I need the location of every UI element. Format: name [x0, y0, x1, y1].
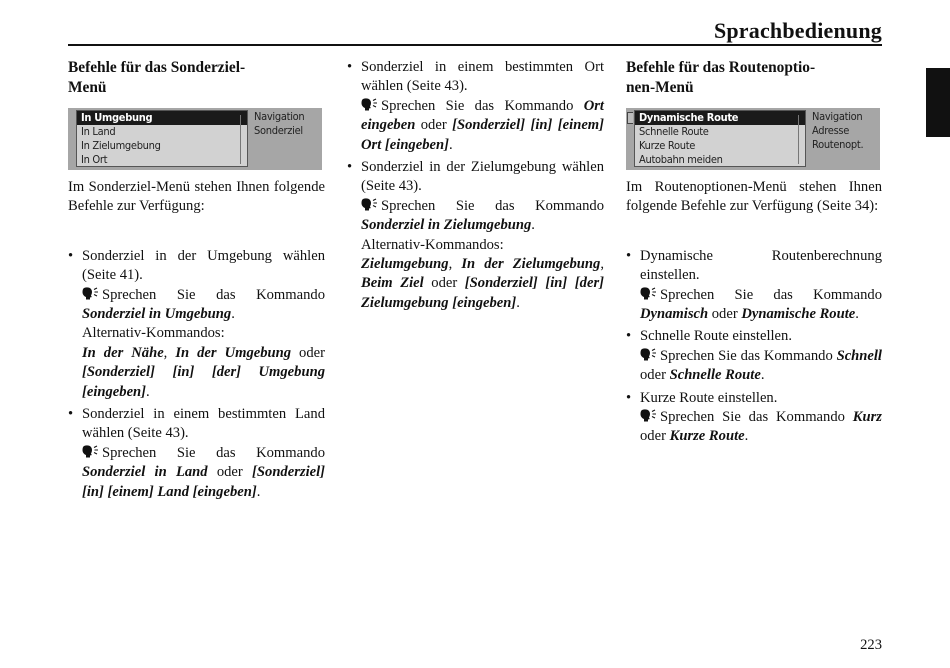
- voice-command: [Sonderziel] [in] [einem] Land [eingeben]: [82, 464, 326, 500]
- speak-icon: [82, 287, 99, 300]
- side-label: Navigation: [812, 110, 863, 123]
- intro-text: Im Routenoptionen-Menü stehen Ihnen folgende Befehle zur Verfügung (Seite 34):: [626, 179, 882, 215]
- menu-item: Dynamische Route: [635, 111, 805, 125]
- command-list: [626, 247, 882, 447]
- voice-command: Dynamisch: [640, 306, 709, 323]
- voice-command: In der Nähe: [82, 344, 164, 361]
- voice-command: Sonderziel in Umgebung: [82, 306, 232, 323]
- side-label: Navigation: [254, 110, 305, 123]
- menu-item: Autobahn meiden: [639, 153, 723, 166]
- intro-text: Im Sonderziel-Menü stehen Ihnen folgende Befehle zur Verfügung:: [68, 179, 325, 215]
- voice-command: Kurz: [852, 409, 882, 426]
- list-item: • Sonderziel in der Umgebung wählen (Seite 41). Sprechen Sie das Kommando Sonderziel in Umgebung. Alternativ-Kommandos: In der Nähe, In der Umgebung oder [Sonderziel] [in] [der] Umgebung [eingeben].: [68, 247, 325, 402]
- menu-item: In Ort: [81, 153, 108, 166]
- command-list: [68, 247, 325, 502]
- speak-icon: [361, 198, 378, 211]
- sonderziel-menu-list: [76, 110, 248, 167]
- section-heading-sonderziel: Befehle für das Sonderziel- Menü: [68, 59, 246, 96]
- command-list: [347, 58, 604, 313]
- column-sonderziel: [68, 58, 325, 505]
- list-item: • Sonderziel in der Zielumgebung wählen (Seite 43). Sprechen Sie das Kommando Sonderziel in Zielumgebung. Alternativ-Kommandos: Zielumgebung, In der Zielumgebung, Beim Ziel oder [Sonderziel] [in] [der] Zielumgebung [eingeben].: [347, 158, 604, 313]
- sonderziel-menu-display: [68, 108, 322, 170]
- voice-command: In der Zielumgebung: [461, 256, 601, 273]
- section-heading-routenoptionen: Befehle für das Routenoptio- nen-Menü: [626, 59, 816, 96]
- speak-icon: [361, 98, 378, 111]
- routenoptionen-menu-display: [626, 108, 880, 170]
- voice-command: [Sonderziel] [in] [einem] Ort [eingeben]: [361, 117, 605, 153]
- display-side-labels: [812, 110, 863, 152]
- voice-command: Sonderziel in Land: [82, 464, 208, 481]
- column-routenoptionen: [626, 58, 882, 450]
- voice-command: Beim Ziel: [361, 275, 424, 292]
- header-rule: [68, 44, 882, 46]
- menu-item: In Zielumgebung: [81, 139, 161, 152]
- list-item: • Dynamische Routenberechnung einstellen. Sprechen Sie das Kommando Dynamisch oder Dynamische Route.: [626, 247, 882, 325]
- voice-command: In der Umgebung: [175, 344, 292, 361]
- display-left-marker: [627, 112, 633, 124]
- page-number: 223: [860, 637, 882, 653]
- voice-command: Sonderziel in Zielumgebung: [361, 217, 532, 234]
- column-sonderziel-continued: [347, 58, 604, 316]
- voice-command: Dynamische Route: [741, 306, 856, 323]
- page-header-title: Sprachbedienung: [713, 18, 882, 43]
- speak-icon: [82, 445, 99, 458]
- thumb-tab-marker: [926, 68, 950, 137]
- list-item: • Sonderziel in einem bestimmten Land wählen (Seite 43). Sprechen Sie das Kommando Sonderziel in Land oder [Sonderziel] [in] [einem] Land [eingeben].: [68, 405, 325, 502]
- list-item: • Schnelle Route einstellen. Sprechen Sie das Kommando Schnell oder Schnelle Route.: [626, 327, 882, 385]
- menu-scrollbar: [798, 115, 803, 164]
- menu-scrollbar: [240, 115, 245, 164]
- voice-command: Ort eingeben: [361, 97, 604, 134]
- routenoptionen-menu-list: [634, 110, 806, 167]
- display-side-labels: [254, 110, 304, 138]
- menu-item: Kurze Route: [639, 139, 696, 152]
- voice-command: Schnelle Route: [669, 367, 761, 384]
- menu-item: In Land: [81, 125, 116, 138]
- speak-icon: [640, 409, 657, 422]
- list-item: • Sonderziel in einem bestimmten Ort wählen (Seite 43). Sprechen Sie das Kommando Ort eingeben oder [Sonderziel] [in] [einem] Ort [eingeben].: [347, 58, 604, 155]
- speak-icon: [640, 348, 657, 361]
- voice-command: Kurze Route: [669, 428, 745, 445]
- voice-command: [Sonderziel] [in] [der] Umgebung [eingeben]: [82, 364, 325, 400]
- voice-command: Schnell: [836, 347, 882, 364]
- voice-command: [Sonderziel] [in] [der] Zielumgebung [eingeben]: [361, 275, 604, 311]
- list-item: • Kurze Route einstellen. Sprechen Sie das Kommando Kurz oder Kurze Route.: [626, 389, 882, 447]
- menu-item: In Umgebung: [77, 111, 247, 125]
- voice-command: Zielumgebung: [361, 256, 449, 273]
- side-label: Sonderziel: [254, 124, 303, 137]
- side-label: Routenopt.: [812, 138, 864, 151]
- speak-icon: [640, 287, 657, 300]
- menu-item: Schnelle Route: [639, 125, 709, 138]
- side-label: Adresse: [812, 124, 850, 137]
